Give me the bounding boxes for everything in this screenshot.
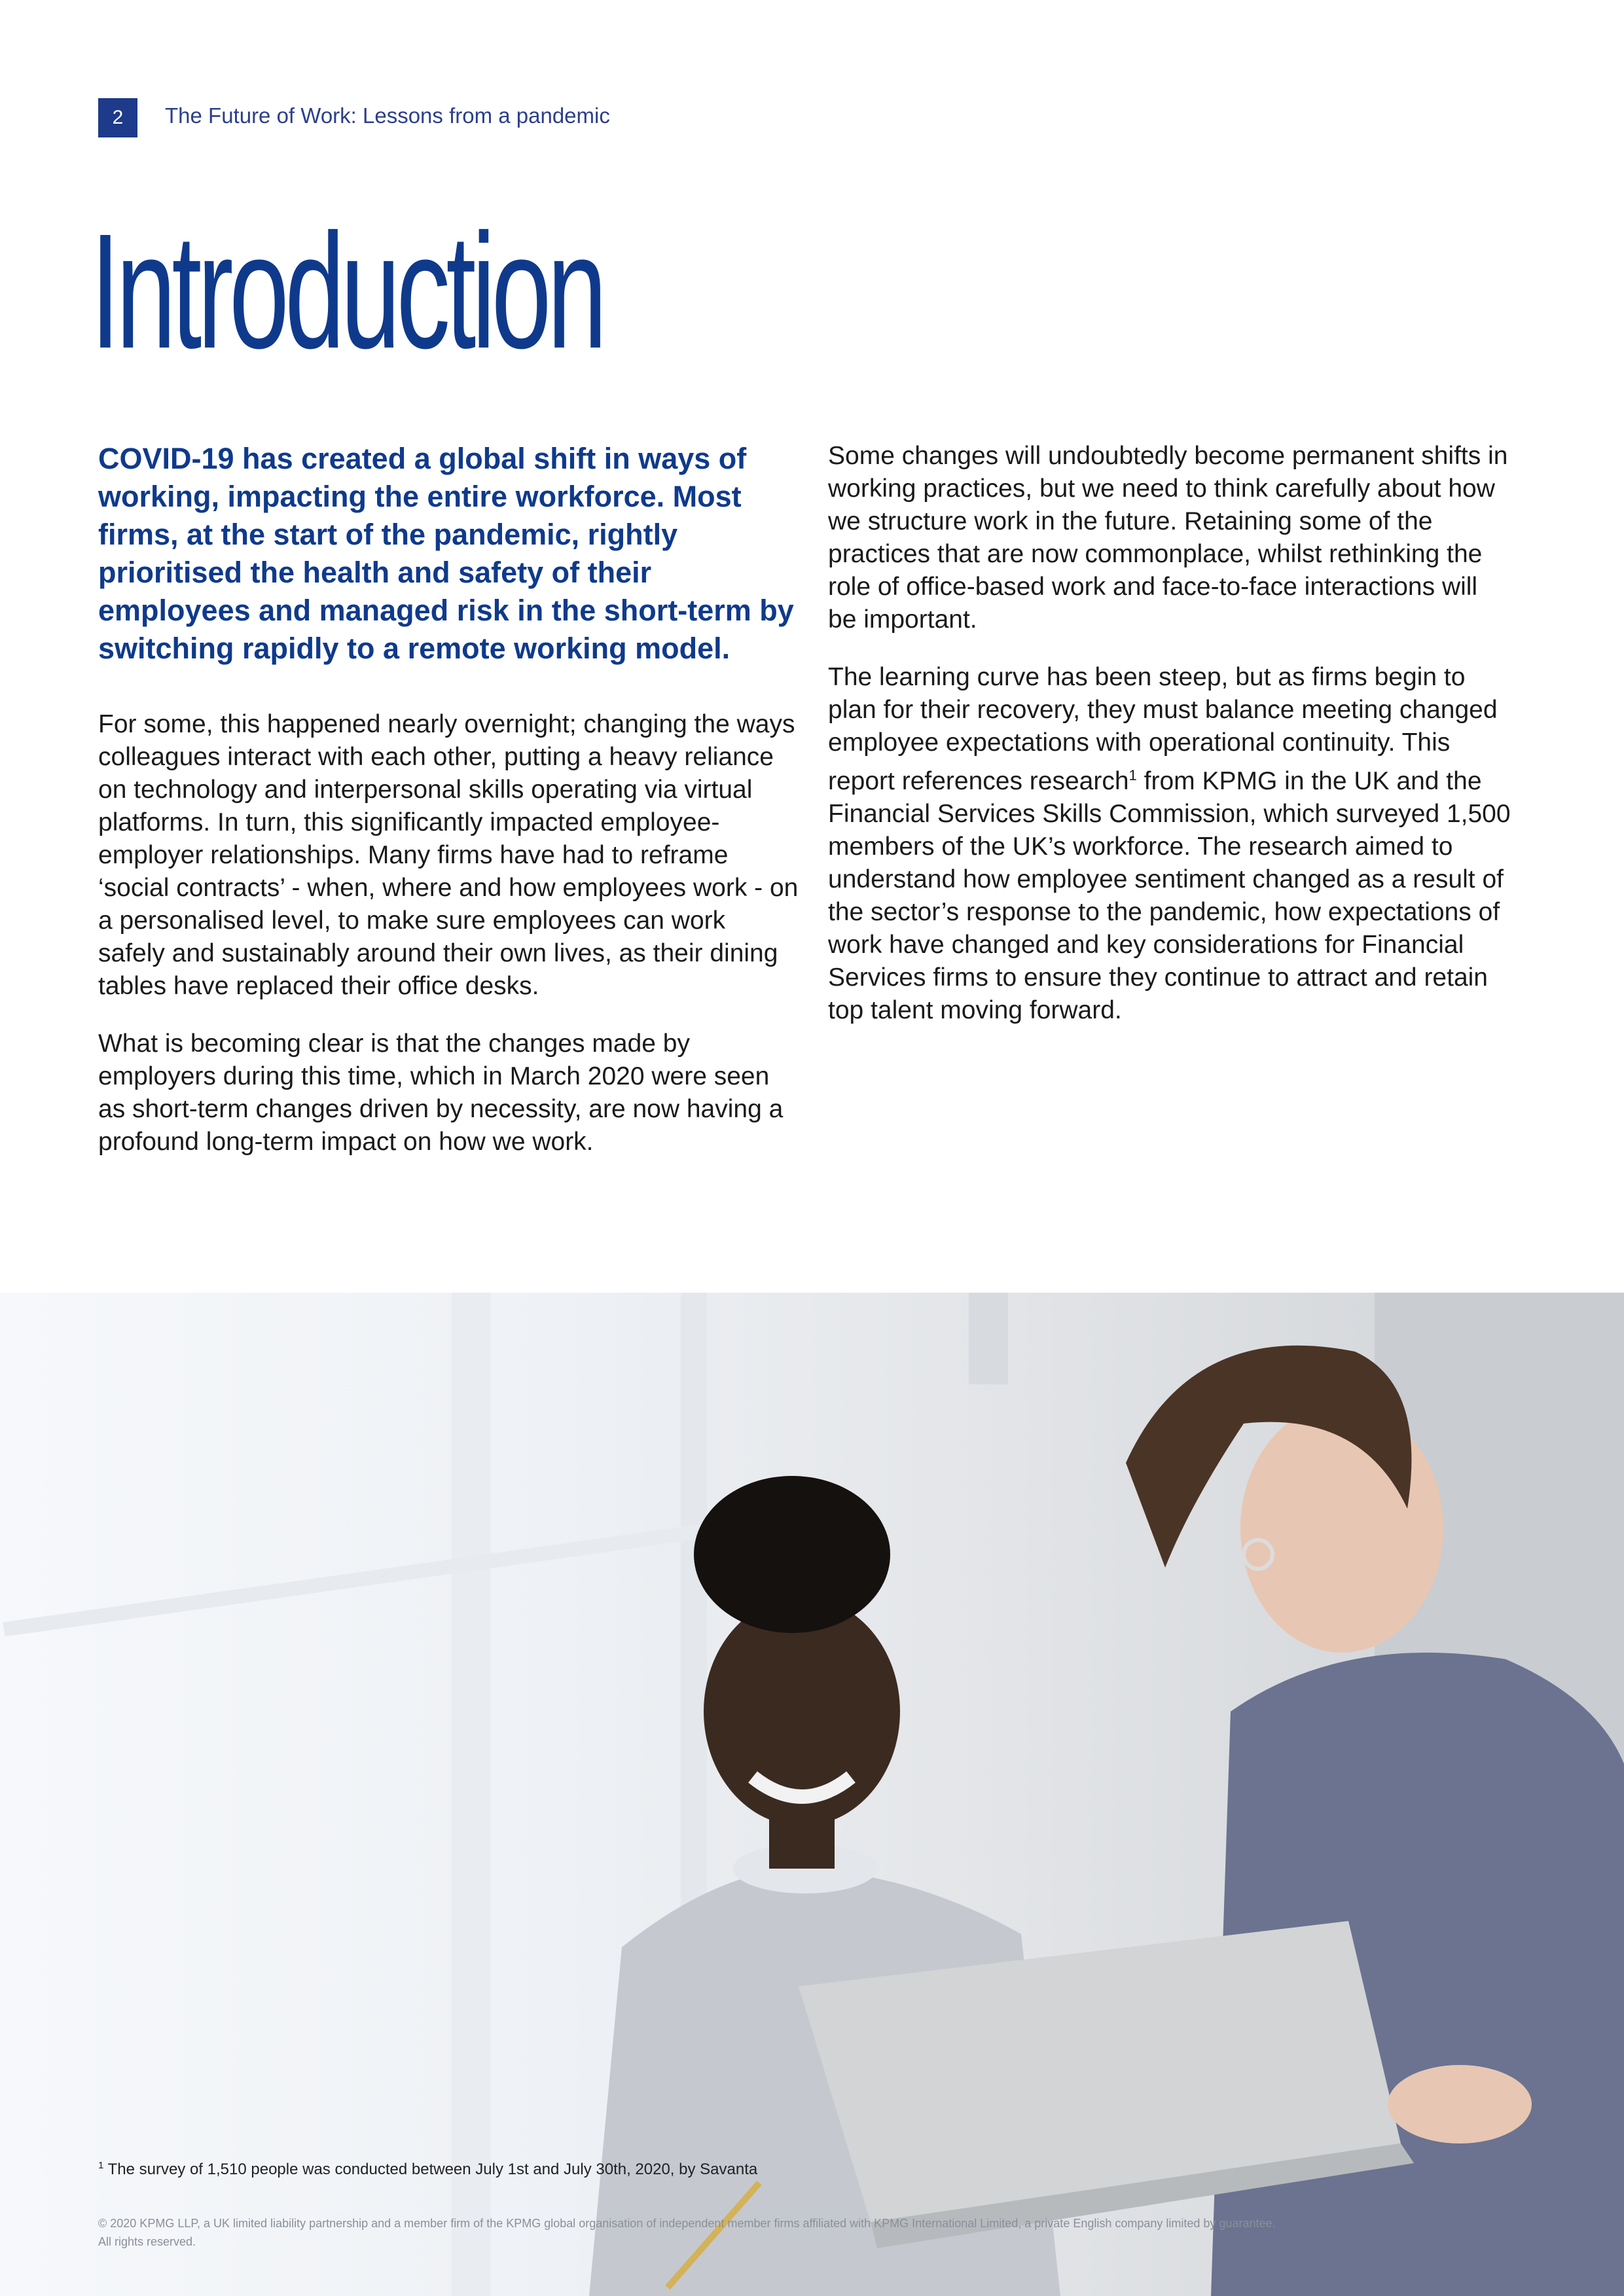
- person-right-face: [1240, 1404, 1443, 1653]
- footnote: [98, 2160, 757, 2179]
- body-paragraph: What is becoming clear is that the changes made by employers during this time, which in March 2020 were seen as short-term changes driven by necessity, are now having a profound long-term impact on how we work.: [98, 1030, 784, 1156]
- copyright-notice: [98, 2214, 1473, 2251]
- body-paragraph: For some, this happened nearly overnight; changing the ways colleagues interact with each other, putting a heavy reliance on technology and interpersonal skills operating via virtual platforms. In turn, this significantly impacted employee-employer relationships. Many firms have had to reframe ‘social contracts’ - when, where and how employees work - on a personalised level, to make sure employees can work safely and sustainably around their own lives, as their dining tables have replaced their office desks.: [98, 710, 799, 1000]
- page-title: Introduction: [90, 200, 604, 382]
- right-column: [828, 440, 1512, 1052]
- window-bar: [3, 1513, 782, 1637]
- hand: [1388, 2065, 1532, 2144]
- paragraph-text: from KPMG in the UK and the Financial Services Skills Commission, which surveyed 1,500 members of the UK’s workforce. The research aimed to understand how employee sentiment changed as a result of the sector’s response to the pandemic, how expectations of work have changed and key considerations for Financial Services firms to ensure they continue to attract and retain top talent moving forward.: [828, 767, 1511, 1024]
- copyright-line: © 2020 KPMG LLP, a UK limited liability partnership and a member firm of the KPMG global organisation of independent member firms affiliated with KPMG International Limited, a private English company limited by guarantee.: [98, 2217, 1276, 2230]
- left-column: [98, 440, 799, 1183]
- window-mullion: [452, 1293, 491, 2296]
- footnote-reference: 1: [1128, 767, 1137, 783]
- person-left-hair: [694, 1476, 890, 1633]
- window-frame: [969, 1293, 1008, 1384]
- body-paragraph: Some changes will undoubtedly become permanent shifts in working practices, but we need to think carefully about how we structure work in the future. Retaining some of the practices that are now commonplace, whilst rethinking the role of office-based work and face-to-face interactions will be important.: [828, 442, 1508, 634]
- body-paragraph-with-reference: [828, 661, 1512, 1027]
- page-number-badge: 2: [98, 98, 137, 137]
- running-title: The Future of Work: Lessons from a pandemic: [165, 103, 610, 128]
- footnote-marker: 1: [98, 2160, 104, 2171]
- lead-paragraph: COVID-19 has created a global shift in ways of working, impacting the entire workforce. Most firms, at the start of the pandemic, rightly prioritised the health and safety of their employees and managed risk in the short-term by switching rapidly to a remote working model.: [98, 442, 794, 665]
- paragraph-text: The learning curve has been steep, but as firms begin to plan for their recovery, they must balance meeting changed employee expectations with operational continuity. This report references research: [828, 663, 1498, 795]
- copyright-line: All rights reserved.: [98, 2235, 196, 2248]
- photo-illustration: [0, 1293, 1624, 2296]
- hero-photo: [0, 1293, 1624, 2296]
- footnote-text: The survey of 1,510 people was conducted between July 1st and July 30th, 2020, by Savanta: [103, 2161, 758, 2178]
